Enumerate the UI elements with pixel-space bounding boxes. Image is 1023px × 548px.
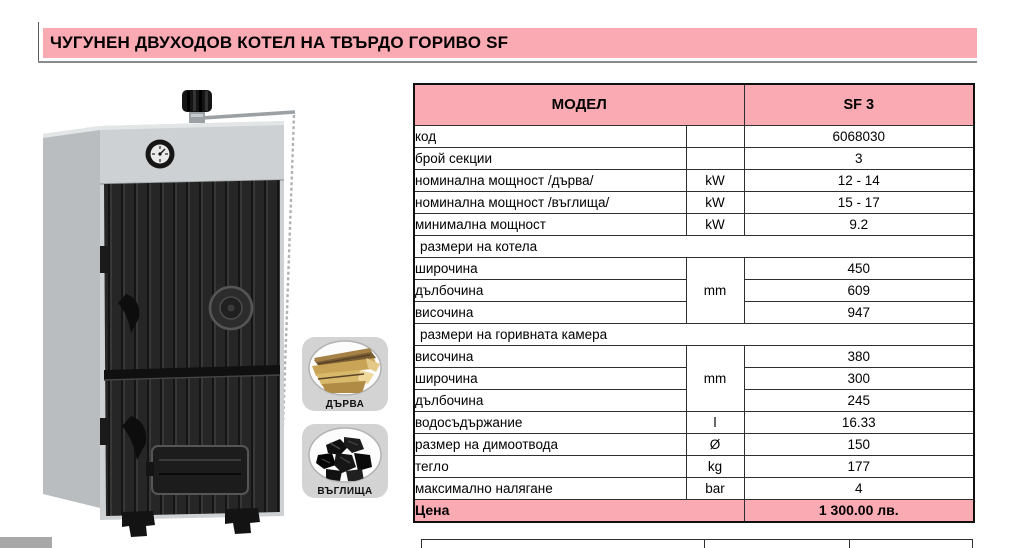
section-label: размери на котела xyxy=(414,235,974,257)
next-table-fragment xyxy=(421,539,973,548)
page-title-text: ЧУГУНЕН ДВУХОДОВ КОТЕЛ НА ТВЪРДО ГОРИВО SF xyxy=(50,33,509,52)
model-header-cell: МОДЕЛ xyxy=(414,84,744,125)
price-label: Цена xyxy=(414,499,744,522)
boiler-foot xyxy=(122,511,155,537)
section-row xyxy=(414,235,974,257)
spec-label: широчина xyxy=(414,257,686,279)
spec-row xyxy=(414,191,974,213)
boiler-illustration-svg xyxy=(30,88,300,548)
wood-logs-icon xyxy=(306,340,384,398)
title-underline xyxy=(38,61,977,63)
spec-value: 15 - 17 xyxy=(744,191,974,213)
spec-row xyxy=(414,257,974,279)
table-grid-line xyxy=(704,540,705,548)
scrollbar-thumb-fragment[interactable] xyxy=(0,537,52,548)
spec-row xyxy=(414,411,974,433)
spec-label: широчина xyxy=(414,367,686,389)
fuel-badge-coal xyxy=(302,424,388,498)
spec-value: 150 xyxy=(744,433,974,455)
spec-row xyxy=(414,125,974,147)
spec-value: 177 xyxy=(744,455,974,477)
spec-unit: kW xyxy=(686,213,744,235)
spec-value: 9.2 xyxy=(744,213,974,235)
price-value: 1 300.00 лв. xyxy=(744,499,974,522)
spec-label: номинална мощност /въглища/ xyxy=(414,191,686,213)
spec-label: минимална мощност xyxy=(414,213,686,235)
spec-value: 245 xyxy=(744,389,974,411)
spec-value: 4 xyxy=(744,477,974,499)
spec-table xyxy=(413,83,975,523)
draft-lever-icon xyxy=(202,112,295,118)
spec-value: 300 xyxy=(744,367,974,389)
spec-row xyxy=(414,345,974,367)
spec-label: височина xyxy=(414,345,686,367)
model-value-cell: SF 3 xyxy=(744,84,974,125)
ash-hatch-icon xyxy=(146,446,248,494)
spec-unit: mm xyxy=(686,345,744,411)
spec-value: 16.33 xyxy=(744,411,974,433)
thermometer-gauge-icon xyxy=(146,140,175,169)
spec-label: дълбочина xyxy=(414,279,686,301)
hinge-icon xyxy=(100,246,109,273)
fuel-badge-wood xyxy=(302,337,388,411)
boiler-product-image xyxy=(30,88,300,548)
spec-value: 947 xyxy=(744,301,974,323)
spec-row xyxy=(414,169,974,191)
spec-row xyxy=(414,213,974,235)
spec-label: дълбочина xyxy=(414,389,686,411)
grid-line-vertical xyxy=(38,22,39,63)
section-label: размери на горивната камера xyxy=(414,323,974,345)
spec-label: номинална мощност /дърва/ xyxy=(414,169,686,191)
spec-label: брой секции xyxy=(414,147,686,169)
spec-unit: kW xyxy=(686,169,744,191)
door-emblem-icon xyxy=(210,287,252,329)
page-title xyxy=(43,28,977,58)
spec-label: размер на димоотвода xyxy=(414,433,686,455)
spec-value: 609 xyxy=(744,279,974,301)
spec-unit: mm xyxy=(686,257,744,323)
spec-value: 12 - 14 xyxy=(744,169,974,191)
spec-unit: kg xyxy=(686,455,744,477)
spec-label: височина xyxy=(414,301,686,323)
table-grid-line xyxy=(849,540,850,548)
spec-row xyxy=(414,433,974,455)
boiler-foot xyxy=(225,508,260,534)
spec-table-header-row xyxy=(414,84,974,125)
spec-label: код xyxy=(414,125,686,147)
spec-label: тегло xyxy=(414,455,686,477)
spec-value: 6068030 xyxy=(744,125,974,147)
price-row xyxy=(414,499,974,522)
spec-unit: kW xyxy=(686,191,744,213)
spec-row xyxy=(414,477,974,499)
spec-label: водосъдържание xyxy=(414,411,686,433)
spec-unit: Ø xyxy=(686,433,744,455)
spec-unit: l xyxy=(686,411,744,433)
spec-value: 450 xyxy=(744,257,974,279)
coal-icon xyxy=(306,427,384,485)
spec-unit xyxy=(686,147,744,169)
boiler-side-panel xyxy=(43,126,100,508)
section-row xyxy=(414,323,974,345)
fuel-badge-label: ДЪРВА xyxy=(325,399,365,410)
spec-value: 3 xyxy=(744,147,974,169)
fuel-badge-label: ВЪГЛИЩА xyxy=(317,486,373,497)
spec-label: максимално налягане xyxy=(414,477,686,499)
spec-unit: bar xyxy=(686,477,744,499)
hinge-icon xyxy=(100,418,109,445)
spec-unit xyxy=(686,125,744,147)
spec-row xyxy=(414,455,974,477)
spec-row xyxy=(414,147,974,169)
spec-value: 380 xyxy=(744,345,974,367)
